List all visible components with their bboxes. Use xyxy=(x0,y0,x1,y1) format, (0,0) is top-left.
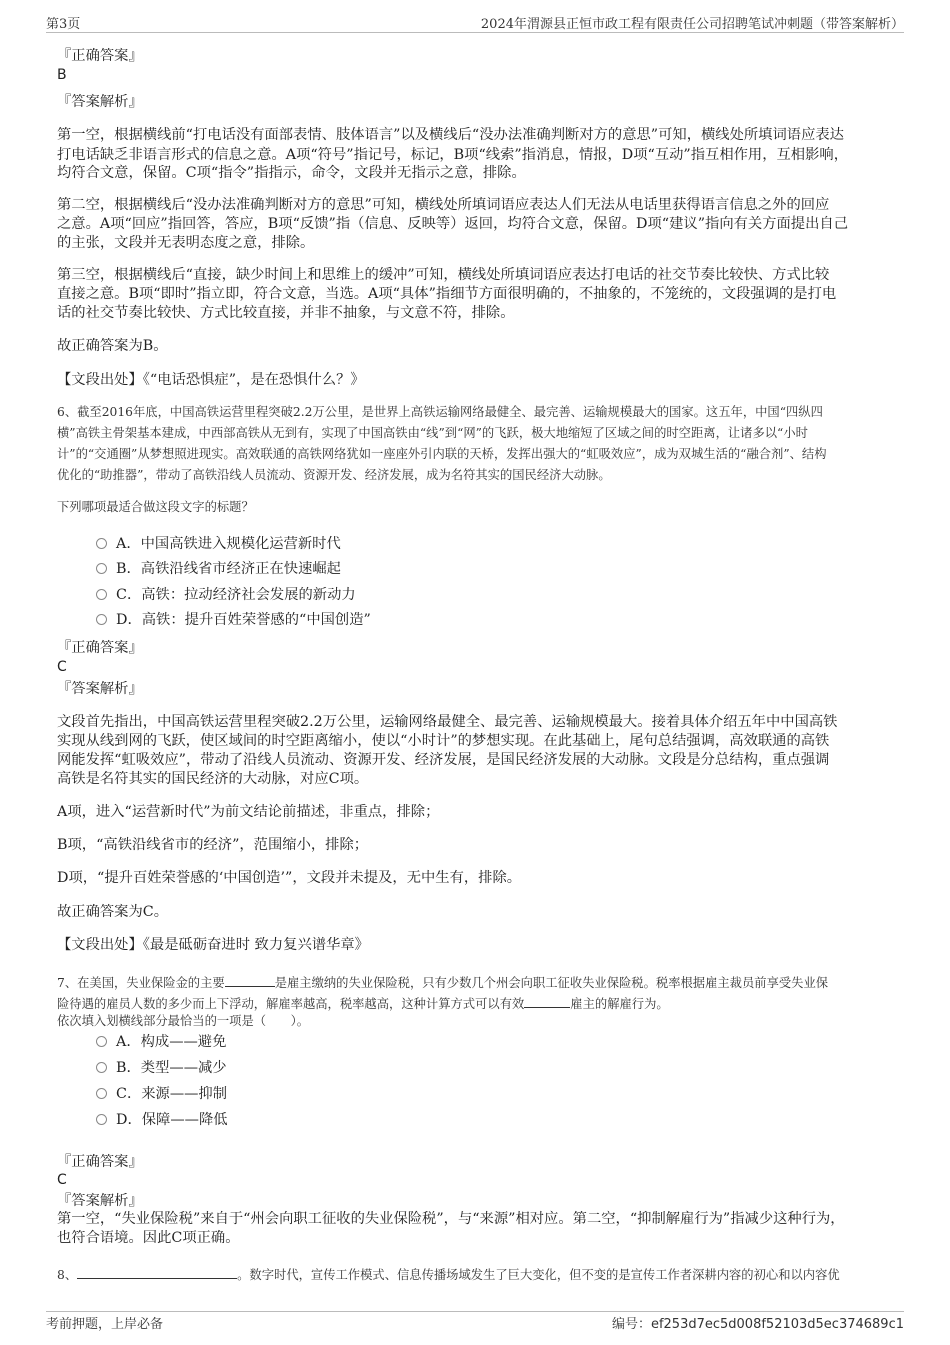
header-divider xyxy=(46,32,904,33)
question-stem-line: 优化的“助推器”，带动了高铁沿线人员流动、资源开发、经济发展，成为名符其实的国民经济大动脉。 xyxy=(57,468,611,482)
analysis-line: 第二空，根据横线后“没办法准确判断对方的意思”可知，横线处所填词语应表达人们无法从电话里获得语言信息之外的回应 xyxy=(57,197,830,213)
option-a[interactable] xyxy=(96,1032,226,1052)
option-c[interactable] xyxy=(96,585,356,605)
analysis-line: 实现从线到网的飞跃，使区域间的时空距离缩小，使以“小时计”的梦想实现。在此基础上，尾句总结强调，高效联通的高铁 xyxy=(57,733,830,749)
answer-label: 『正确答案』 xyxy=(57,640,143,656)
radio-button[interactable] xyxy=(96,1062,107,1073)
radio-button[interactable] xyxy=(96,614,107,625)
code-value: ef253d7ec5d008f52103d5ec374689c1 xyxy=(650,1317,904,1332)
stem-text: 是雇主缴纳的失业保险税，只有少数几个州会向职工征收失业保险税。税率根据雇主裁员前享受失业保 xyxy=(274,976,829,990)
option-note: A项，进入“运营新时代”为前文结论前描述，非重点，排除； xyxy=(57,804,440,820)
analysis-line: 也符合语境。因此C项正确。 xyxy=(57,1230,240,1246)
option-label: B．类型——减少 xyxy=(116,1060,227,1076)
analysis-label: 『答案解析』 xyxy=(57,1193,143,1209)
analysis-label: 『答案解析』 xyxy=(57,94,143,110)
answer-value: C xyxy=(57,1172,67,1188)
conclusion: 故正确答案为C。 xyxy=(57,904,169,920)
option-label: A．构成——避免 xyxy=(116,1034,227,1050)
analysis-line: 高铁是名符其实的国民经济的大动脉，对应C项。 xyxy=(57,771,369,787)
fill-blank xyxy=(77,1264,237,1279)
analysis-line: 之意。A项“回应”指回答，答应，B项“反馈”指（信息、反映等）返回，均符合文意，保留。D项“建议”指向有关方面提出自己 xyxy=(57,216,848,232)
radio-button[interactable] xyxy=(96,538,107,549)
option-label: C．来源——抑制 xyxy=(116,1086,228,1102)
analysis-label: 『答案解析』 xyxy=(57,681,143,697)
option-d[interactable] xyxy=(96,610,371,630)
option-d[interactable] xyxy=(96,1110,228,1130)
footer-slogan: 考前押题，上岸必备 xyxy=(46,1317,164,1332)
analysis-line: 直接之意。B项“即时”指立即，符合文意，当选。A项“具体”指细节方面很明确的，不抽象的，不笼统的，文段强调的是打电 xyxy=(57,286,837,302)
source-citation: 【文段出处】《“电话恐惧症”，是在恐惧什么？》 xyxy=(57,372,365,388)
question-stem-line xyxy=(57,1264,840,1284)
option-note: B项，“高铁沿线省市的经济”，范围缩小，排除； xyxy=(57,837,369,853)
radio-button[interactable] xyxy=(96,1088,107,1099)
code-label: 编号： xyxy=(611,1317,651,1332)
fill-blank xyxy=(225,972,275,987)
stem-text: 7、在美国，失业保险金的主要 xyxy=(57,976,225,990)
stem-text: 。数字时代，宣传工作模式、信息传播场域发生了巨大变化，但不变的是宣传工作者深耕内容的初心和以内容优 xyxy=(237,1268,840,1282)
option-label: D．保障——降低 xyxy=(116,1112,228,1128)
document-title: 2024年渭源县正恒市政工程有限责任公司招聘笔试冲刺题（带答案解析） xyxy=(480,17,904,32)
analysis-line: 网能发挥“虹吸效应”，带动了沿线人员流动、资源开发、经济发展，是国民经济发展的大动脉。文段是分总结构，重点强调 xyxy=(57,752,830,768)
analysis-line: 第三空，根据横线后“直接，缺少时间上和思维上的缓冲”可知，横线处所填词语应表达打电话的社交节奏比较快、方式比较 xyxy=(57,267,830,283)
option-b[interactable] xyxy=(96,559,341,579)
stem-text: 险待遇的雇员人数的多少而上下浮动，解雇率越高，税率越高，这种计算方式可以有效 xyxy=(57,997,525,1011)
conclusion: 故正确答案为B。 xyxy=(57,338,168,354)
answer-value: B xyxy=(57,67,67,83)
question-prompt: 依次填入划横线部分最恰当的一项是（ ）。 xyxy=(57,1014,310,1028)
answer-label: 『正确答案』 xyxy=(57,1154,143,1170)
option-b[interactable] xyxy=(96,1058,227,1078)
option-label: D．高铁：提升百姓荣誉感的“中国创造” xyxy=(116,612,371,628)
analysis-line: 均符合文意，保留。C项“指令”指指示，命令，文段并无指示之意，排除。 xyxy=(57,165,526,181)
radio-button[interactable] xyxy=(96,563,107,574)
radio-button[interactable] xyxy=(96,1114,107,1125)
option-a[interactable] xyxy=(96,534,341,554)
option-note: D项，“提升百姓荣誉感的‘中国创造’”，文段并未提及，无中生有，排除。 xyxy=(57,870,522,886)
analysis-line: 的主张，文段并无表明态度之意，排除。 xyxy=(57,235,315,251)
option-label: A．中国高铁进入规模化运营新时代 xyxy=(116,536,341,552)
radio-button[interactable] xyxy=(96,589,107,600)
question-stem-line: 计”的“交通圈”从梦想照进现实。高效联通的高铁网络犹如一座座外引内联的天桥，发挥出强大的“虹吸效应”，成为双城生活的“融合剂”、结构 xyxy=(57,447,827,461)
page-number: 第3页 xyxy=(46,17,81,32)
fill-blank xyxy=(524,993,570,1008)
question-prompt: 下列哪项最适合做这段文字的标题？ xyxy=(57,500,254,514)
footer-divider xyxy=(46,1311,904,1312)
stem-text: 雇主的解雇行为。 xyxy=(570,997,669,1011)
analysis-line: 打电话缺乏非语言形式的信息之意。A项“符号”指记号，标记，B项“线索”指消息，情报，D项“互动”指互相作用，互相影响， xyxy=(57,147,848,163)
question-stem-line: 6、截至2016年底，中国高铁运营里程突破2.2万公里，是世界上高铁运输网络最健全、最完善、运输规模最大的国家。这五年，中国“四纵四 xyxy=(57,405,823,419)
radio-button[interactable] xyxy=(96,1036,107,1047)
option-c[interactable] xyxy=(96,1084,227,1104)
option-label: B．高铁沿线省市经济正在快速崛起 xyxy=(116,561,341,577)
source-citation: 【文段出处】《最是砥砺奋进时 致力复兴谱华章》 xyxy=(57,937,369,953)
analysis-line: 第一空，“失业保险税”来自于“州会向职工征收的失业保险税”，与“来源”相对应。第二空，“抑制解雇行为”指减少这种行为， xyxy=(57,1211,845,1227)
analysis-line: 文段首先指出，中国高铁运营里程突破2.2万公里，运输网络最健全、最完善、运输规模最大。接着具体介绍五年中中国高铁 xyxy=(57,714,838,730)
answer-label: 『正确答案』 xyxy=(57,48,143,64)
question-stem-line xyxy=(57,972,828,992)
question-stem-line xyxy=(57,993,669,1013)
option-label: C．高铁：拉动经济社会发展的新动力 xyxy=(116,587,356,603)
analysis-line: 第一空，根据横线前“打电话没有面部表情、肢体语言”以及横线后“没办法准确判断对方的意思”可知，横线处所填词语应表达 xyxy=(57,127,844,143)
answer-value: C xyxy=(57,659,67,675)
question-stem-line: 横”高铁主骨架基本建成，中西部高铁从无到有，实现了中国高铁由“线”到“网”的飞跃，极大地缩短了区域之间的时空距离，让诸多以“小时 xyxy=(57,426,808,440)
analysis-line: 话的社交节奏比较快、方式比较直接，并非不抽象，与文意不符，排除。 xyxy=(57,305,515,321)
document-code xyxy=(612,1313,904,1332)
question-number: 8、 xyxy=(57,1268,78,1282)
